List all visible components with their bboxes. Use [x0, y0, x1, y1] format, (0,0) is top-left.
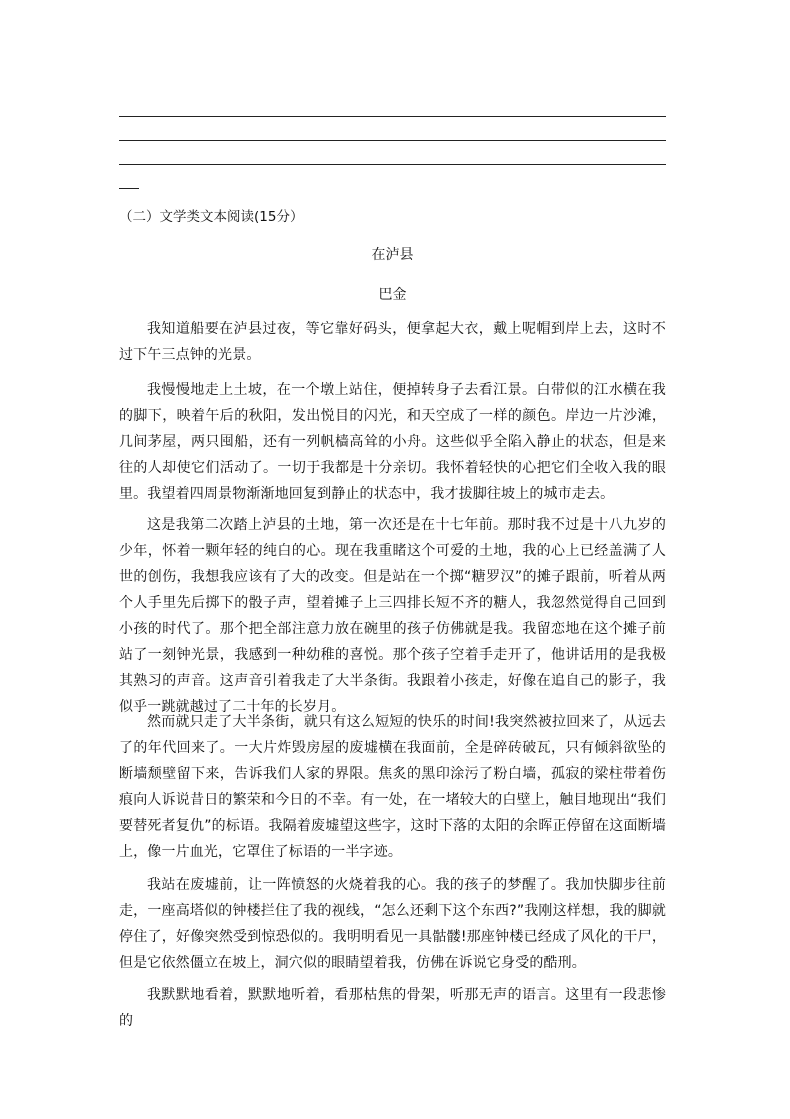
- article-title: 在泸县: [371, 247, 414, 263]
- answer-line: [119, 116, 666, 117]
- article-paragraph: 然而就只走了大半条街，就只有这么短短的快乐的时间!我突然被拉回来了，从远去了的年代回来了。一大片炸毁房屋的废墟横在我面前，全是碎砖破瓦，只有倾斜欲坠的断墙颓壁留下来，告诉我们人家的界限。焦炙的黑印涂污了粉白墙，孤寂的梁柱带着伤痕向人诉说昔日的繁荣和今日的不幸。有一处，在一堵较大的白壁上，触目地现出“我们要替死者复仇”的标语。我隔着废墟望这些字，这时下落的太阳的余晖正停留在这面断墙上，像一片血光，它罩住了标语的一半字迹。: [119, 714, 666, 860]
- answer-line: [119, 164, 666, 165]
- article-paragraph: 我默默地看着，默默地听着，看那枯焦的骨架，听那无声的语言。这里有一段悲惨的: [119, 987, 666, 1029]
- article-paragraph: 我知道船要在泸县过夜，等它靠好码头，便拿起大衣，戴上呢帽到岸上去，这时不过下午三点钟的光景。: [119, 321, 666, 363]
- article-paragraph: 这是我第二次踏上泸县的土地，第一次还是在十七年前。那时我不过是十八九岁的少年，怀着一颗年轻的纯白的心。现在我重睹这个可爱的土地，我的心上已经盖满了人世的创伤，我想我应该有了大的改变。但是站在一个掷“糖罗汉”的摊子跟前，听着从两个人手里先后掷下的骰子声，望着摊子上三四排长短不齐的糖人，我忽然觉得自己回到小孩的时代了。那个把全部注意力放在碗里的孩子仿佛就是我。我留恋地在这个摊子前站了一刻钟光景，我感到一种幼稚的喜悦。那个孩子空着手走开了，他讲话用的是我极其熟习的声音。这声音引着我走了大半条街。我跟着小孩走，好像在追自己的影子，我似乎一跳就越过了二十年的长岁月。: [119, 517, 666, 715]
- section-heading: （二）文学类文本阅读(15分）: [119, 209, 304, 225]
- article-author: 巴金: [378, 287, 407, 303]
- answer-line: [119, 140, 666, 141]
- answer-line-end: [119, 188, 139, 189]
- article-paragraph: 我慢慢地走上土坡，在一个墩上站住，便掉转身子去看江景。白带似的江水横在我的脚下，映着午后的秋阳，发出悦目的闪光，和天空成了一样的颜色。岸边一片沙滩，几间茅屋，两只囤船，还有一列帆樯高耸的小舟。这些似乎全陷入静止的状态，但是来往的人却使它们活动了。一切于我都是十分亲切。我怀着轻快的心把它们全收入我的眼里。我望着四周景物渐渐地回复到静止的状态中，我才拔脚往坡上的城市走去。: [119, 382, 666, 502]
- article-paragraph: 我站在废墟前，让一阵愤怒的火烧着我的心。我的孩子的梦醒了。我加快脚步往前走，一座高塔似的钟楼拦住了我的视线，“怎么还剩下这个东西?”我刚这样想，我的脚就停住了，好像突然受到惊恐似的。我明明看见一具骷髅!那座钟楼已经成了风化的干尸，但是它依然僵立在坡上，洞穴似的眼睛望着我，仿佛在诉说它身受的酷刑。: [119, 877, 666, 971]
